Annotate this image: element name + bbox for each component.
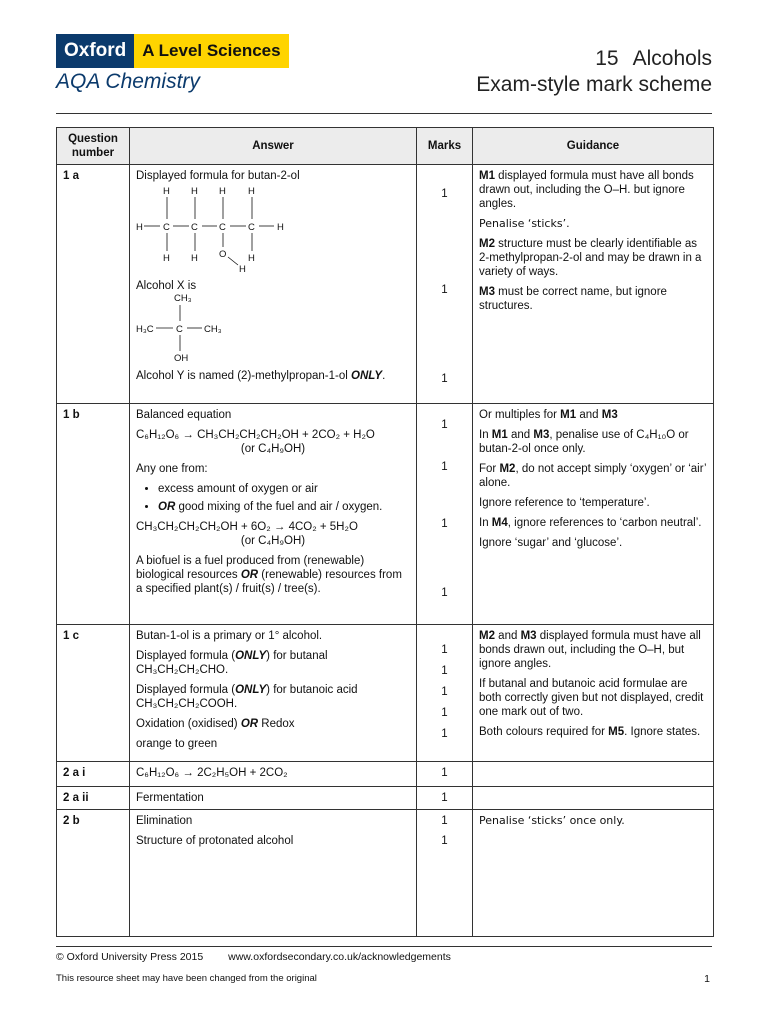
atom-h: H (239, 264, 246, 275)
equation: CH₃CH₂CH₂CH₂OH + 6O₂ → 4CO₂ + 5H₂O (136, 521, 358, 533)
mark-value: 1 (441, 461, 448, 473)
answer-text: Alcohol X is (136, 280, 197, 292)
mark-value: 1 (441, 373, 448, 385)
answer-text: Alcohol Y is named (2)-methylpropan-1-ol ONLY. (136, 370, 386, 382)
mark-value: 1 (441, 686, 448, 698)
mark-value: 1 (441, 644, 448, 656)
marks-cell (417, 625, 473, 762)
marks-cell (417, 810, 473, 937)
mark-value: 1 (441, 835, 448, 847)
guidance-cell: M1 displayed formula must have all bonds drawn out, including the O–H. but ignore angles. Penalise ‘sticks’. M2 structure must be clearly identifiable as 2-methylpropan-2-ol and may be drawn in a variety of ways. M3 must be correct name, but ignore structures. (473, 165, 714, 404)
mark-value: 1 (441, 284, 448, 296)
answer-cell: Butan-1-ol is a primary or 1° alcohol. Displayed formula (ONLY) for butanal CH₃CH₂CH₂CHO. Displayed formula (ONLY) for butanoic acid CH₃CH₂CH₂COOH. Oxidation (oxidised) OR Redox orange to green (130, 625, 417, 762)
atom-h: H (277, 222, 284, 233)
question-number: 2 a i (57, 762, 130, 787)
atom-h: H (136, 222, 143, 233)
col-question: Question number (57, 128, 130, 165)
guidance-cell: Or multiples for M1 and M3 In M1 and M3, penalise use of C₄H₁₀O or butan-2-ol once only. For M2, do not accept simply ‘oxygen’ or ‘air’ alone. Ignore reference to ‘temperature’. In M4, ignore references to ‘carbon neutral’. Ignore ‘sugar’ and ‘glucose’. (473, 404, 714, 625)
col-answer: Answer (130, 128, 417, 165)
question-number: 1 a (57, 165, 130, 404)
col-guidance: Guidance (473, 128, 714, 165)
atom-h: H (219, 186, 226, 197)
group-ch3: CH₃ (174, 293, 192, 304)
footer (56, 951, 473, 963)
mark-value: 1 (441, 419, 448, 431)
table-row (57, 404, 714, 625)
footer-note: This resource sheet may have been changed from the original (56, 973, 317, 984)
mark-value: 1 (441, 587, 448, 599)
table-row (57, 787, 714, 810)
guidance-cell (473, 762, 714, 787)
mark-value: 1 (441, 518, 448, 530)
table-header-row (57, 128, 714, 165)
table-row (57, 762, 714, 787)
answer-cell (130, 165, 417, 404)
alcohol-x-structure (136, 293, 246, 365)
mark-value: 1 (441, 188, 448, 200)
mark-value: 1 (441, 815, 448, 827)
group-oh: OH (174, 353, 189, 364)
acknowledgements-link[interactable]: www.oxfordsecondary.co.uk/acknowledgements (228, 951, 451, 963)
answer-cell: Balanced equation C₆H₁₂O₆ → CH₃CH₂CH₂CH₂OH + 2CO₂ + H₂O (or C₄H₉OH) Any one from: • excess amount of oxygen or air • OR good mixing of the fuel and air / oxygen. CH₃CH₂CH₂CH₂OH + 6O₂ → 4CO₂ + 5H₂O (or C₄H₉OH) A biofuel is a fuel produced from (renewable) biological resources OR (renewable) resources from a specified plant(s) / fruit(s) / tree(s). (130, 404, 417, 625)
atom-c: C (163, 222, 170, 233)
logo-oxford: Oxford (56, 34, 134, 68)
table-row (57, 625, 714, 762)
atom-c: C (176, 324, 183, 335)
marks-cell: 1 (417, 787, 473, 810)
mark-value: 1 (441, 728, 448, 740)
group-ch3: CH₃ (204, 324, 222, 335)
table-row (57, 165, 714, 404)
group-h3c: H₃C (136, 324, 154, 335)
marks-cell (417, 404, 473, 625)
marks-cell: 1 (417, 762, 473, 787)
butan-2-ol-structure (136, 183, 296, 275)
answer-text: Displayed formula for butan-2-ol (136, 170, 300, 182)
answer-cell: Fermentation (130, 787, 417, 810)
atom-h: H (191, 253, 198, 264)
table-row (57, 810, 714, 937)
chapter-title: Alcohols (632, 47, 712, 70)
logo-series: A Level Sciences (134, 34, 288, 68)
answer-cell: Elimination Structure of protonated alcohol (130, 810, 417, 937)
atom-c: C (248, 222, 255, 233)
question-number: 2 a ii (57, 787, 130, 810)
page-number: 1 (704, 973, 710, 985)
answer-text: A biofuel is a fuel produced from (renewable) biological resources OR (renewable) resources from a specified plant(s) / fruit(s) / tree(s). (136, 555, 402, 595)
atom-h: H (163, 186, 170, 197)
atom-h: H (191, 186, 198, 197)
guidance-cell (473, 787, 714, 810)
atom-h: H (248, 186, 255, 197)
question-number: 2 b (57, 810, 130, 937)
copyright: © Oxford University Press 2015 (56, 951, 204, 963)
guidance-cell: M2 and M3 displayed formula must have all bonds drawn out, including the O–H, but ignore angles. If butanal and butanoic acid formulae are both correctly given but not displayed, credit one mark out of two. Both colours required for M5. Ignore states. (473, 625, 714, 762)
atom-c: C (219, 222, 226, 233)
mark-value: 1 (441, 665, 448, 677)
question-number: 1 b (57, 404, 130, 625)
bullet-list (136, 482, 410, 514)
chapter-number: 15 (595, 47, 619, 70)
atom-o: O (219, 249, 227, 260)
col-marks: Marks (417, 128, 473, 165)
document-title: Exam-style mark scheme (476, 73, 712, 96)
chapter-heading (476, 46, 712, 98)
guidance-cell: Penalise ‘sticks’ once only. (473, 810, 714, 937)
publisher-logo (56, 34, 289, 68)
equation: C₆H₁₂O₆ → CH₃CH₂CH₂CH₂OH + 2CO₂ + H₂O (136, 429, 375, 441)
question-number: 1 c (57, 625, 130, 762)
mark-value: 1 (441, 707, 448, 719)
list-item: • OR good mixing of the fuel and air / oxygen. (158, 500, 410, 514)
footer-divider (56, 946, 712, 947)
mark-scheme-table (56, 127, 714, 937)
answer-cell: C₆H₁₂O₆ → 2C₂H₅OH + 2CO₂ (130, 762, 417, 787)
atom-h: H (248, 253, 255, 264)
header-divider (56, 113, 712, 114)
atom-h: H (163, 253, 170, 264)
list-item: • excess amount of oxygen or air (158, 482, 410, 496)
subject-title: AQA Chemistry (56, 70, 200, 93)
atom-c: C (191, 222, 198, 233)
marks-cell (417, 165, 473, 404)
